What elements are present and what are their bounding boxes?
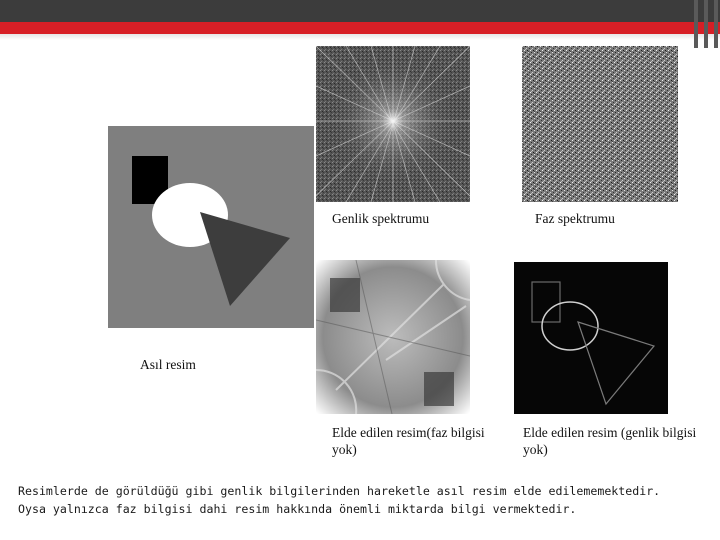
corner-decoration-left	[694, 0, 698, 48]
corner-decoration-middle	[704, 0, 708, 48]
amplitude-spectrum-image	[316, 46, 470, 202]
reconstruction-no-phase-graphic	[316, 260, 470, 414]
caption-original: Asıl resim	[140, 357, 196, 372]
amplitude-spectrum-graphic	[316, 46, 470, 202]
caption-reconstruction-no-amplitude: Elde edilen resim (genlik bilgisi yok)	[523, 425, 697, 457]
slide-body-text	[18, 482, 708, 518]
reconstruction-no-phase-image	[316, 260, 470, 414]
slide-accent-bar	[0, 22, 720, 34]
caption-reconstruction-no-phase: Elde edilen resim(faz bilgisi yok)	[332, 425, 485, 457]
phase-spectrum-image	[522, 46, 678, 202]
corner-decoration-right	[714, 0, 718, 48]
body-line-1: Resimlerde de görüldüğü gibi genlik bilgilerinden hareketle asıl resim elde edilememektedir.	[18, 484, 661, 498]
slide-header-shadow	[0, 34, 720, 40]
phase-spectrum-graphic	[522, 46, 678, 202]
caption-amplitude-spectrum: Genlik spektrumu	[332, 211, 430, 226]
reconstruction-no-amplitude-image	[514, 262, 668, 414]
original-image	[108, 126, 314, 328]
body-line-2: Oysa yalnızca faz bilgisi dahi resim hakkında önemli miktarda bilgi vermektedir.	[18, 502, 577, 516]
reconstruction-no-amplitude-graphic	[514, 262, 668, 414]
caption-phase-spectrum: Faz spektrumu	[535, 211, 615, 226]
slide-top-bar	[0, 0, 720, 22]
